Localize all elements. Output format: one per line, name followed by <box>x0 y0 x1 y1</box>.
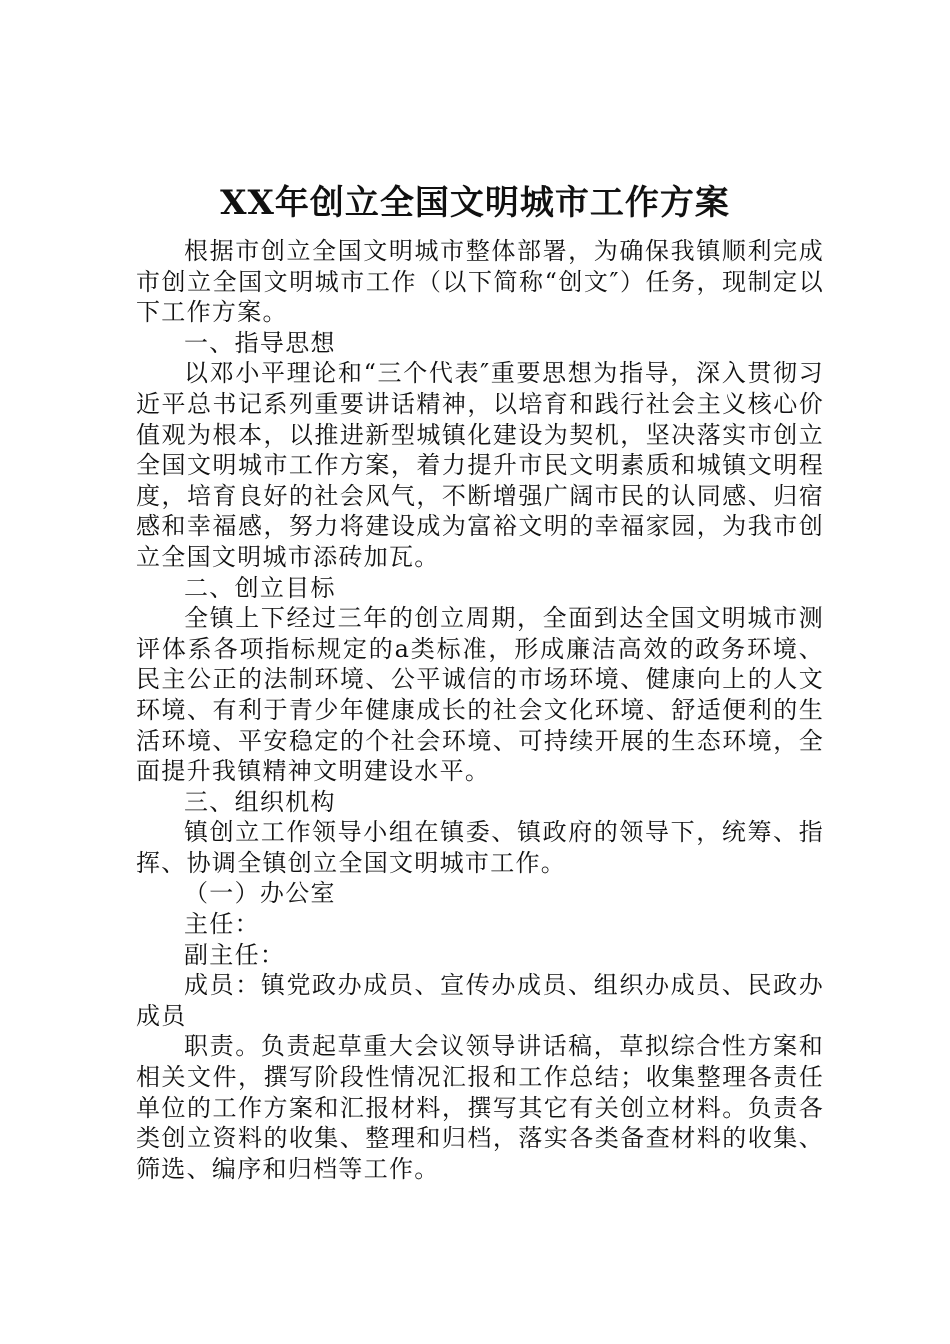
document-body <box>136 236 824 1184</box>
document-title: XX年创立全国文明城市工作方案 <box>220 183 730 223</box>
paragraph-guiding-ideology: 以邓小平理论和“三个代表″重要思想为指导，深入贯彻习近平总书记系列重要讲话精神，以培育和践行社会主义核心价值观为根本，以推进新型城镇化建设为契机，坚决落实市创立全国文明城市工作方案，着力提升市民文明素质和城镇文明程度，培育良好的社会风气，不断增强广阔市民的认同感、归宿感和幸福感，努力将建设成为富裕文明的幸福家园，为我市创立全国文明城市添砖加瓦。 <box>136 359 824 571</box>
paragraph-members: 成员：镇党政办成员、宣传办成员、组织办成员、民政办成员 <box>136 971 824 1030</box>
section-heading-organization: 三、组织机构 <box>184 787 336 816</box>
subsection-heading-office: （一）办公室 <box>184 879 336 908</box>
section-heading-goals: 二、创立目标 <box>184 573 336 602</box>
paragraph-goals: 全镇上下经过三年的创立周期，全面到达全国文明城市测评体系各项指标规定的a类标准，形成廉洁高效的政务环境、民主公正的法制环境、公平诚信的市场环境、健康向上的人文环境、有利于青少年健康成长的社会文化环境、舒适便利的生活环境、平安稳定的个社会环境、可持续开展的生态环境，全面提升我镇精神文明建设水平。 <box>136 604 824 786</box>
paragraph-deputy-director: 副主任： <box>184 940 286 969</box>
paragraph-intro: 根据市创立全国文明城市整体部署，为确保我镇顺利完成市创立全国文明城市工作（以下简称“创文″）任务，现制定以下工作方案。 <box>136 237 824 327</box>
paragraph-responsibilities: 职责。负责起草重大会议领导讲话稿，草拟综合性方案和相关文件，撰写阶段性情况汇报和工作总结；收集整理各责任单位的工作方案和汇报材料，撰写其它有关创立材料。负责各类创立资料的收集、整理和归档，落实各类备查材料的收集、筛选、编序和归档等工作。 <box>136 1032 824 1183</box>
section-heading-guiding-ideology: 一、指导思想 <box>184 328 336 357</box>
paragraph-director: 主任： <box>184 910 260 939</box>
paragraph-organization: 镇创立工作领导小组在镇委、镇政府的领导下，统筹、指挥、协调全镇创立全国文明城市工作。 <box>136 818 824 877</box>
